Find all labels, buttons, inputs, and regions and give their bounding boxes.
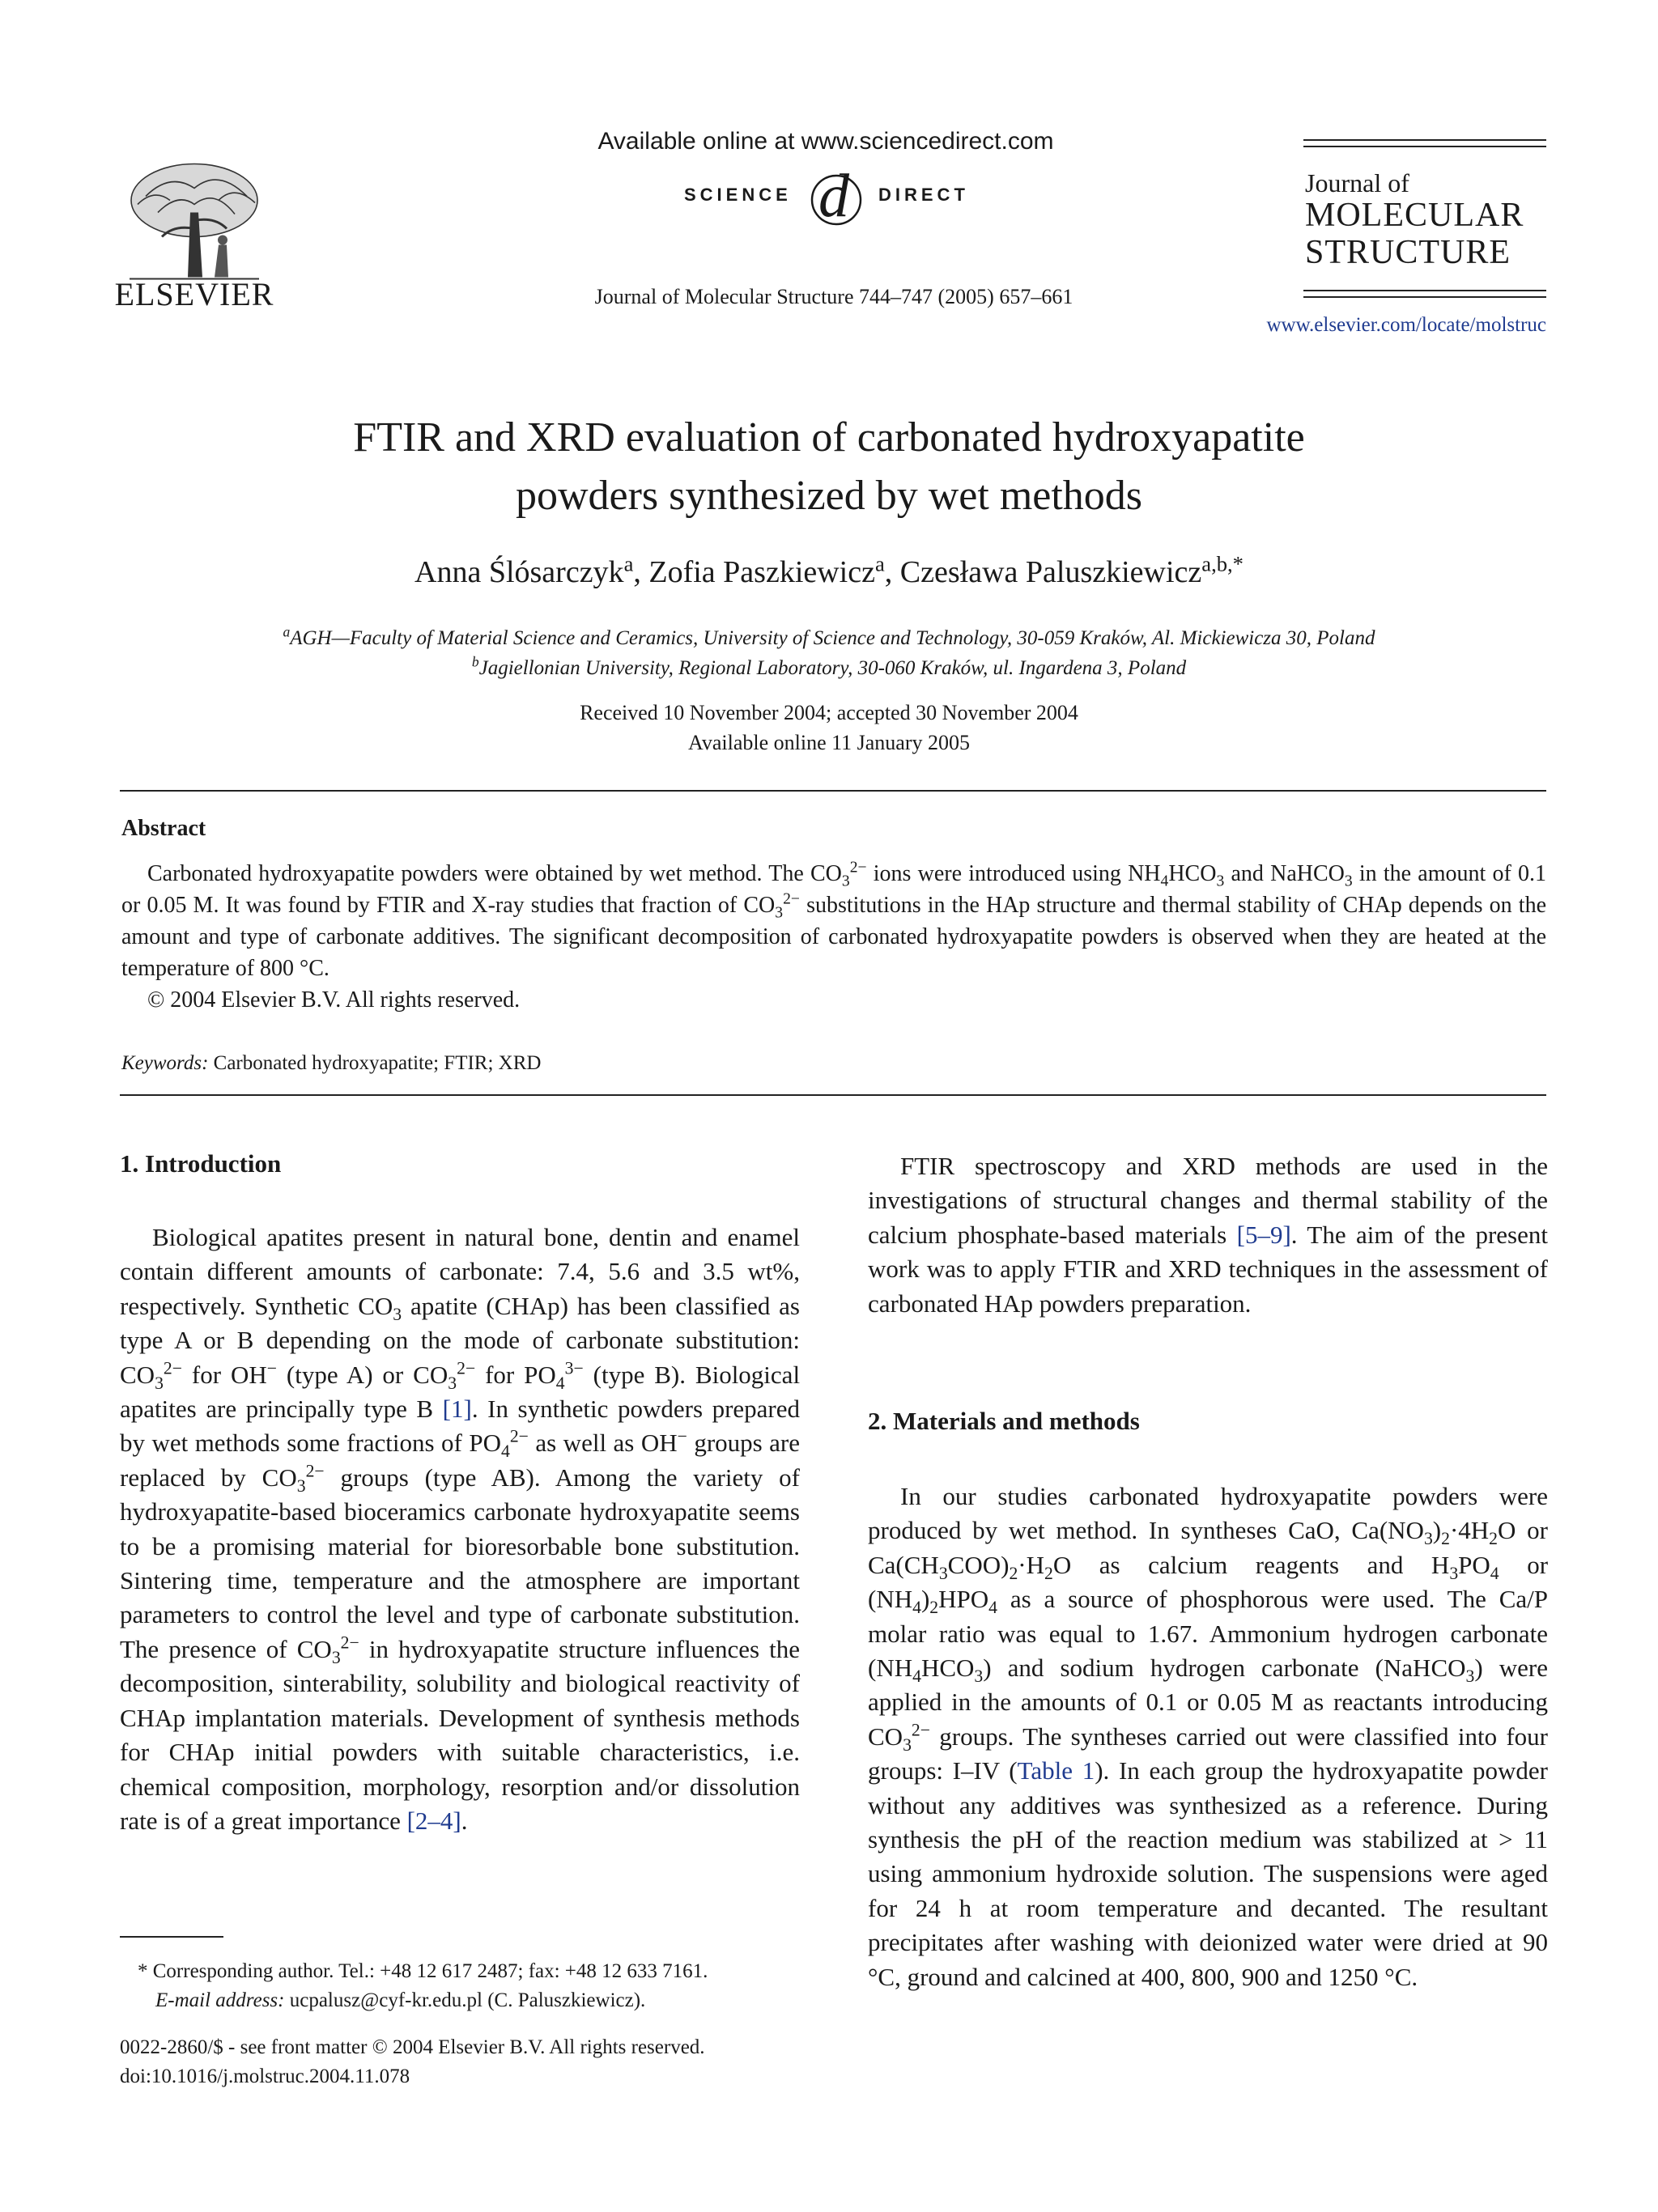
abstract-heading: Abstract [121,816,206,841]
affiliation-b [121,653,1537,680]
available-date: Available online 11 January 2005 [687,731,971,754]
article-title [162,409,1496,525]
affiliation-mark: a [283,623,291,640]
email-address[interactable]: ucpalusz@cyf-kr.edu.pl (C. Paluszkiewicz). [289,1989,646,2011]
author-list: Anna Ślósarczyk$^a$, Zofia Paszkiewicz$^a$, Czesława Paluszkiewicz$^{a,b,*}$ [414,551,1244,589]
title-line-1: FTIR and XRD evaluation of carbonated hydroxyapatite [353,414,1305,461]
corresponding-author-contact: * Corresponding author. Tel.: +48 12 617 2487; fax: +48 12 633 7161. [138,1960,708,1982]
introduction-paragraph: Biological apatites present in natural bone, dentin and enamel contain different amounts of carbonate: 7.4, 5.6 and 3.5 wt%, respectively. Synthetic $CO_3$ apatite (CHAp) has been classified as type A or B depending on the mode of carbonate substitution: $CO_3^{2-}$ for OH− (type A) or $CO_3^{2-}$ for $PO_4^{3-}$ (type B). Biological apatites are principally type B [1]. In synthetic powders prepared by wet methods some fractions of $PO_4^{2-}$ as well as OH− groups are replaced by $CO_3^{2-}$ groups (type AB). Among the variety of hydroxyapatite-based bioceramics carbonate hydroxyapatite seems to be a promising material for bioresorbable bone substitution. Sintering time, temperature and the atmosphere are important parameters to control the level and type of carbonate substitution. The presence of $CO_3^{2-}$ in hydroxyapatite structure influences the decomposition, sinterability, solubility and biological reactivity of CHAp implantation materials. Development of synthesis methods for CHAp initial powders with suitable characteristics, i.e. chemical composition, morphology, resorption and/or dissolution rate is of a great importance [2–4]. [120,1223,801,1835]
affiliation-mark: b [471,653,479,670]
introduction-body [120,1221,800,1838]
email-line [138,1986,818,2015]
doi-line[interactable]: doi:10.1016/j.molstruc.2004.11.078 [120,2066,410,2087]
journal-rule-bottom-2 [1303,296,1546,298]
keywords [121,1052,541,1075]
journal-name-structure: STRUCTURE [1305,234,1511,271]
intro-continued-body [868,1149,1548,1321]
abstract-text: and [1231,861,1264,886]
author-affil-mark: a [623,551,634,576]
title-line-2: powders synthesized by wet methods [515,473,1143,519]
section-heading-materials: 2. Materials and methods [868,1407,1140,1435]
author-name: Zofia Paszkiewicz [648,555,875,589]
journal-rule-top-2 [1303,146,1546,147]
keywords-list: Carbonated hydroxyapatite; FTIR; XRD [213,1052,542,1074]
corresponding-author-footnote [138,1957,818,2015]
abstract-text: ions were introduced using [873,861,1121,886]
journal-url-link[interactable]: www.elsevier.com/locate/molstruc [1266,314,1546,336]
publisher-name: ELSEVIER [114,276,274,312]
issn-line: 0022-2860/$ - see front matter © 2004 Elsevier B.V. All rights reserved. [120,2036,705,2058]
issn-doi-block [120,2033,800,2091]
affiliation-text: Jagiellonian University, Regional Laboratory, 30-060 Kraków, ul. Ingardena 3, Poland [478,657,1187,679]
author-name: Czesława Paluszkiewicz [899,555,1202,589]
intro-continued-paragraph: FTIR spectroscopy and XRD methods are used in the investigations of structural changes and thermal stability of the calcium phosphate-based materials [5–9]. The aim of the present work was to apply FTIR and XRD techniques in the assessment of carbonated HAp powders preparation. [868,1152,1548,1318]
sciencedirect-science-word: SCIENCE [684,185,792,205]
sciencedirect-direct-word: DIRECT [878,185,969,205]
section-heading-introduction: 1. Introduction [120,1149,282,1178]
abstract-copyright: © 2004 Elsevier B.V. All rights reserved. [147,987,521,1013]
journal-name-of: Journal of [1305,168,1409,197]
received-date: Received 10 November 2004; accepted 30 November 2004 [580,701,1078,724]
affiliation-a [121,623,1537,650]
materials-paragraph: In our studies carbonated hydroxyapatite powders were produced by wet method. In syntheses CaO, $Ca(NO_3)_2\cdot 4H_2O$ or $Ca(CH_3COO)_2\cdot H_2O$ as calcium reagents and $H_3PO_4$ or $(NH_4)_2HPO_4$ as a source of phosphorous were used. The Ca/P molar ratio was equal to 1.67. Ammonium hydrogen carbonate $(NH_4HCO_3)$ and sodium hydrogen carbonate (NaHCO$_3$) were applied in the amounts of 0.1 or 0.05 M as reactants introducing $CO_3^{2-}$ groups. The syntheses carried out were classified into four groups: I–IV (Table 1). In each group the hydroxyapatite powder without any additives was synthesized as a reference. During synthesis the pH of the reaction medium was stabilized at > 11 using ammonium hydroxide solution. The suspensions were aged for 24 h at room temperature and decanted. The resultant precipitates after washing with deionized water were dried at 90 °C, ground and calcined at 400, 800, 900 and 1250 °C. [868,1482,1549,1991]
journal-name-molecular: MOLECULAR [1305,197,1524,234]
author-affil-mark: a [874,551,885,576]
journal-rule-top [1303,139,1546,141]
reference-link[interactable]: [2–4] [406,1806,461,1835]
journal-rule-bottom [1303,290,1546,291]
email-label: E-mail address: [155,1989,285,2011]
abstract-text: substitutions in the HAp structure and thermal stability of CHAp depends on the amount and type of carbonate additives. The significant decomposition of carbonated hydroxyapatite powders is observed when they are heated at the temperature of 800 °C. [121,893,1546,981]
author-affil-mark: a,b,* [1201,551,1244,576]
journal-citation: Journal of Molecular Structure 744–747 (2005) 657–661 [594,285,1073,308]
materials-body [868,1480,1548,1994]
rule-below-abstract [120,1094,1546,1096]
affiliation-text: AGH—Faculty of Material Science and Ceramics, University of Science and Technology, 30-059 Kraków, Al. Mickiewicza 30, Poland [290,627,1375,649]
keywords-label: Keywords: [121,1052,209,1074]
footnote-rule [120,1936,223,1938]
abstract-text: in the amount of 0.1 or 0.05 M. It was found by FTIR and X-ray studies that fraction of [121,861,1547,918]
reference-link[interactable]: [1] [442,1395,472,1424]
abstract-body: Carbonated hydroxyapatite powders were obtained by wet method. The $CO_3^{2-}$ ions were introduced using $NH_4HCO_3$ and NaHCO$_3$ in the amount of 0.1 or 0.05 M. It was found by FTIR and X-ray studies that fraction of $CO_3^{2-}$ substitutions in the HAp structure and thermal stability of CHAp depends on the amount and type of carbonate additives. The significant decomposition of carbonated hydroxyapatite powders is observed when they are heated at the temperature of 800 °C. [121,859,1547,981]
rule-above-abstract [120,790,1546,792]
abstract-text: Carbonated hydroxyapatite powders were obtained by wet method. The [147,861,804,886]
svg-text:d: d [818,166,849,230]
reference-link[interactable]: [5–9] [1236,1220,1291,1249]
available-online-link[interactable]: Available online at www.sciencedirect.com [597,128,1054,155]
table-reference-link[interactable]: Table 1 [1017,1756,1095,1785]
author-name: Anna Ślósarczyk [414,555,624,589]
